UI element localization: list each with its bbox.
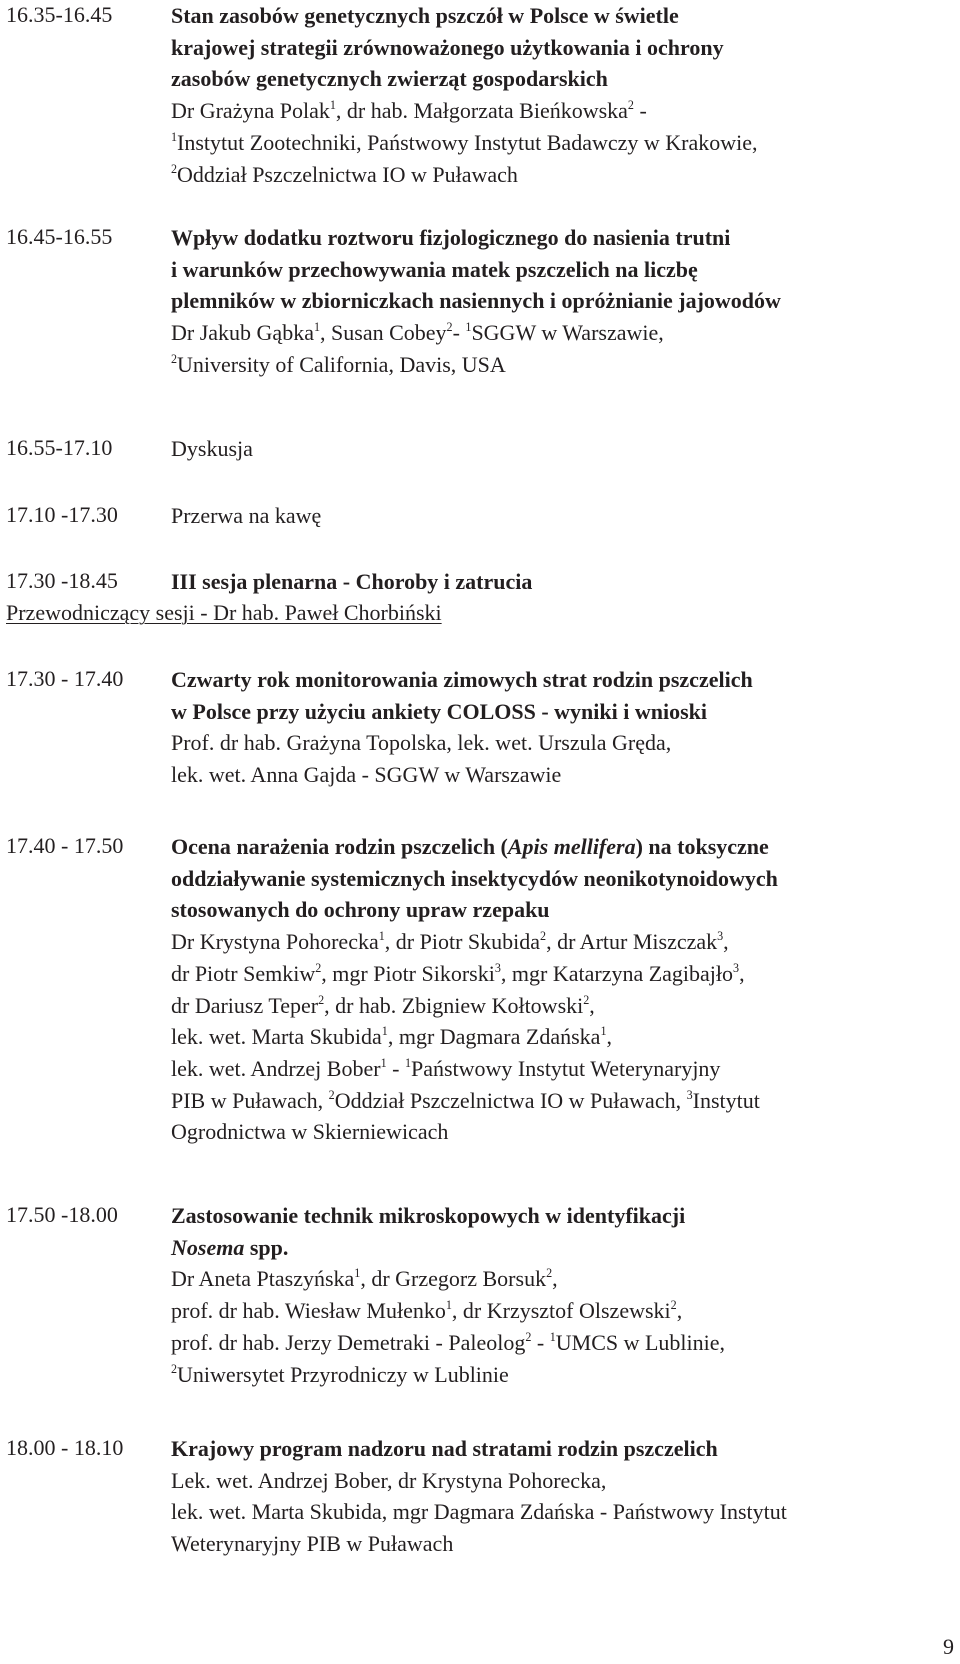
- entry-affiliation-line: [171, 1359, 957, 1391]
- entry-time: 17.10 -17.30: [6, 502, 118, 527]
- entry-title-line: plemników w zbiorniczkach nasiennych i opróżnianie jajowodów: [171, 288, 781, 314]
- entry-body: [171, 500, 957, 532]
- author-name: dr Dariusz Teper: [171, 992, 319, 1018]
- affiliation: SGGW w Warszawie,: [471, 320, 664, 346]
- entry-time: 17.30 - 17.40: [6, 666, 124, 691]
- affiliation-marker: 1: [381, 1024, 388, 1039]
- title-part: Ocena narażenia rodzin pszczelich (: [171, 834, 508, 859]
- affiliation-marker: 1: [600, 1024, 607, 1039]
- entry-authors-line: lek. wet. Anna Gajda - SGGW w Warszawie: [171, 762, 562, 788]
- entry-authors-line: Lek. wet. Andrzej Bober, dr Krystyna Pohorecka,: [171, 1467, 607, 1493]
- entry-body: [171, 222, 957, 381]
- entry-body: [171, 831, 957, 1148]
- entry-title-line: Krajowy program nadzoru nad stratami rodzin pszczelich: [171, 1436, 718, 1461]
- entry-authors-line: Prof. dr hab. Grażyna Topolska, lek. wet. Urszula Gręda,: [171, 730, 672, 756]
- entry-body: [171, 664, 957, 791]
- separator: ,: [723, 929, 729, 955]
- title-part: ) na toksyczne: [635, 834, 769, 859]
- affiliation-marker: 3: [686, 1087, 693, 1102]
- entry-affiliation-line: [171, 1085, 957, 1117]
- affiliation-marker: 1: [380, 1055, 387, 1070]
- affiliation-marker: 2: [171, 161, 178, 176]
- entry-title-line: zasobów genetycznych zwierząt gospodarskich: [171, 66, 608, 92]
- author-name: , dr Grzegorz Borsuk: [360, 1266, 547, 1292]
- separator: ,: [606, 1024, 612, 1050]
- entry-authors-line: [171, 958, 957, 990]
- entry-authors-line: [171, 1263, 957, 1295]
- entry-body: [171, 1200, 957, 1390]
- entry-title-line: Czwarty rok monitorowania zimowych strat rodzin pszczelich: [171, 667, 753, 692]
- affiliation-marker: 1: [378, 929, 385, 944]
- entry-affiliation-line: [171, 127, 957, 159]
- entry-authors-line: [171, 1295, 957, 1327]
- session-title: III sesja plenarna - Choroby i zatrucia: [171, 569, 533, 594]
- entry-authors-line: [171, 1053, 957, 1085]
- affiliation-marker: 3: [717, 929, 724, 944]
- affiliation-marker: 1: [354, 1266, 361, 1281]
- entry-authors-line: [171, 317, 957, 349]
- entry-body: [171, 433, 957, 465]
- affiliation: Oddział Pszczelnictwa IO w Puławach: [177, 161, 518, 187]
- affiliation-marker: 1: [549, 1329, 556, 1344]
- entry-text: Przerwa na kawę: [171, 503, 322, 528]
- affiliation-marker: 1: [465, 320, 472, 335]
- affiliation-marker: 2: [171, 1361, 178, 1376]
- author-name: , mgr Piotr Sikorski: [321, 960, 495, 986]
- affiliation-marker: 2: [328, 1087, 335, 1102]
- entry-authors-line: [171, 990, 957, 1022]
- separator: ,: [589, 992, 595, 1018]
- author-name: lek. wet. Marta Skubida: [171, 1024, 382, 1050]
- author-name: , dr Artur Miszczak: [546, 929, 718, 955]
- author-name: , mgr Dagmara Zdańska: [387, 1024, 601, 1050]
- separator: -: [386, 1055, 405, 1081]
- affiliation-marker: 1: [329, 98, 336, 113]
- affiliation-marker: 3: [494, 960, 501, 975]
- affiliation-marker: 3: [733, 960, 740, 975]
- entry-title-line: Stan zasobów genetycznych pszczół w Polsce w świetle: [171, 3, 679, 28]
- title-part: spp.: [244, 1234, 289, 1260]
- author-name: , dr hab. Zbigniew Kołtowski: [324, 992, 584, 1018]
- entry-title-line: stosowanych do ochrony upraw rzepaku: [171, 897, 550, 923]
- entry-title-line: krajowej strategii zrównoważonego użytkowania i ochrony: [171, 34, 724, 60]
- separator: -: [633, 98, 647, 124]
- affiliation-marker: 2: [171, 351, 178, 366]
- affiliation: UMCS w Lublinie,: [555, 1329, 726, 1355]
- affiliation-marker: 2: [540, 929, 547, 944]
- affiliation: University of California, Davis, USA: [177, 351, 506, 377]
- author-name: Dr Krystyna Pohorecka: [171, 929, 379, 955]
- entry-time: 17.50 -18.00: [6, 1202, 118, 1227]
- affiliation: Oddział Pszczelnictwa IO w Puławach,: [334, 1087, 687, 1113]
- entry-time: 17.40 - 17.50: [6, 833, 124, 858]
- separator: ,: [676, 1298, 683, 1324]
- affiliation-marker: 2: [627, 98, 634, 113]
- affiliation-marker: 2: [525, 1329, 532, 1344]
- species-name: Apis mellifera: [507, 834, 636, 859]
- author-name: Dr Grażyna Polak: [171, 98, 330, 124]
- author-name: Dr Jakub Gąbka: [171, 320, 314, 346]
- affiliation-marker: 1: [445, 1298, 452, 1313]
- author-name: dr Piotr Semkiw: [171, 960, 316, 986]
- affiliation-marker: 1: [404, 1055, 411, 1070]
- entry-time: 16.45-16.55: [6, 224, 113, 249]
- affiliation: Instytut Zootechniki, Państwowy Instytut Badawczy w Krakowie,: [177, 129, 758, 155]
- entry-affiliation-line: [171, 159, 957, 191]
- separator: ,: [739, 960, 745, 986]
- entry-title-line: Zastosowanie technik mikroskopowych w identyfikacji: [171, 1203, 686, 1228]
- entry-time: 18.00 - 18.10: [6, 1435, 124, 1460]
- affiliation-marker: 2: [315, 960, 322, 975]
- affiliation-marker: 2: [446, 320, 453, 335]
- author-name: , Susan Cobey: [320, 320, 447, 346]
- affiliation: Instytut: [692, 1087, 760, 1113]
- affiliation: PIB w Puławach,: [171, 1087, 329, 1113]
- entry-time: 17.30 -18.45: [6, 568, 118, 593]
- separator: ,: [552, 1266, 558, 1292]
- separator: -: [531, 1329, 550, 1355]
- entry-authors-line: Weterynaryjny PIB w Puławach: [171, 1531, 454, 1557]
- author-name: Dr Aneta Ptaszyńska: [171, 1266, 355, 1292]
- entry-time: 16.55-17.10: [6, 435, 113, 460]
- entry-title-line: i warunków przechowywania matek pszczelich na liczbę: [171, 256, 698, 282]
- entry-affiliation-line: Ogrodnictwa w Skierniewicach: [171, 1119, 449, 1145]
- entry-title-line: Wpływ dodatku roztworu fizjologicznego do nasienia trutni: [171, 225, 731, 250]
- affiliation-marker: 2: [670, 1298, 677, 1313]
- author-name: , dr Piotr Skubida: [384, 929, 541, 955]
- affiliation-marker: 1: [171, 129, 178, 144]
- entry-authors-line: [171, 1021, 957, 1053]
- entry-authors-line: [171, 1327, 957, 1359]
- affiliation-marker: 2: [318, 992, 325, 1007]
- affiliation-marker: 1: [313, 320, 321, 335]
- entry-authors-line: [171, 95, 957, 127]
- author-name: , dr Krzysztof Olszewski: [451, 1298, 671, 1324]
- author-name: , mgr Katarzyna Zagibajło: [500, 960, 734, 986]
- affiliation-marker: 2: [546, 1266, 553, 1281]
- affiliation: Uniwersytet Przyrodniczy w Lublinie: [177, 1361, 509, 1387]
- author-name: prof. dr hab. Wiesław Mułenko: [171, 1298, 446, 1324]
- affiliation-marker: 2: [583, 992, 590, 1007]
- entry-body: [171, 1433, 957, 1560]
- entry-time: 16.35-16.45: [6, 2, 113, 27]
- affiliation: Państwowy Instytut Weterynaryjny: [410, 1055, 721, 1081]
- author-name: lek. wet. Andrzej Bober: [171, 1055, 381, 1081]
- species-name: Nosema: [171, 1234, 245, 1260]
- entry-authors-line: lek. wet. Marta Skubida, mgr Dagmara Zdańska - Państwowy Instytut: [171, 1499, 787, 1525]
- author-name: prof. dr hab. Jerzy Demetraki - Paleolog: [171, 1329, 526, 1355]
- entry-body: [171, 566, 957, 598]
- entry-authors-line: [171, 926, 957, 958]
- entry-body: [171, 0, 957, 190]
- entry-title-line: oddziaływanie systemicznych insektycydów neonikotynoidowych: [171, 865, 778, 891]
- session-chair: Przewodniczący sesji - Dr hab. Paweł Chorbiński: [6, 600, 442, 625]
- entry-affiliation-line: [171, 349, 957, 381]
- entry-title-line: [171, 831, 957, 863]
- separator: -: [452, 320, 466, 346]
- entry-text: Dyskusja: [171, 436, 253, 461]
- page-number: 9: [943, 1634, 954, 1659]
- entry-title-line: w Polsce przy użyciu ankiety COLOSS - wyniki i wnioski: [171, 698, 708, 724]
- author-name: , dr hab. Małgorzata Bieńkowska: [335, 98, 628, 124]
- entry-title-line: [171, 1232, 957, 1264]
